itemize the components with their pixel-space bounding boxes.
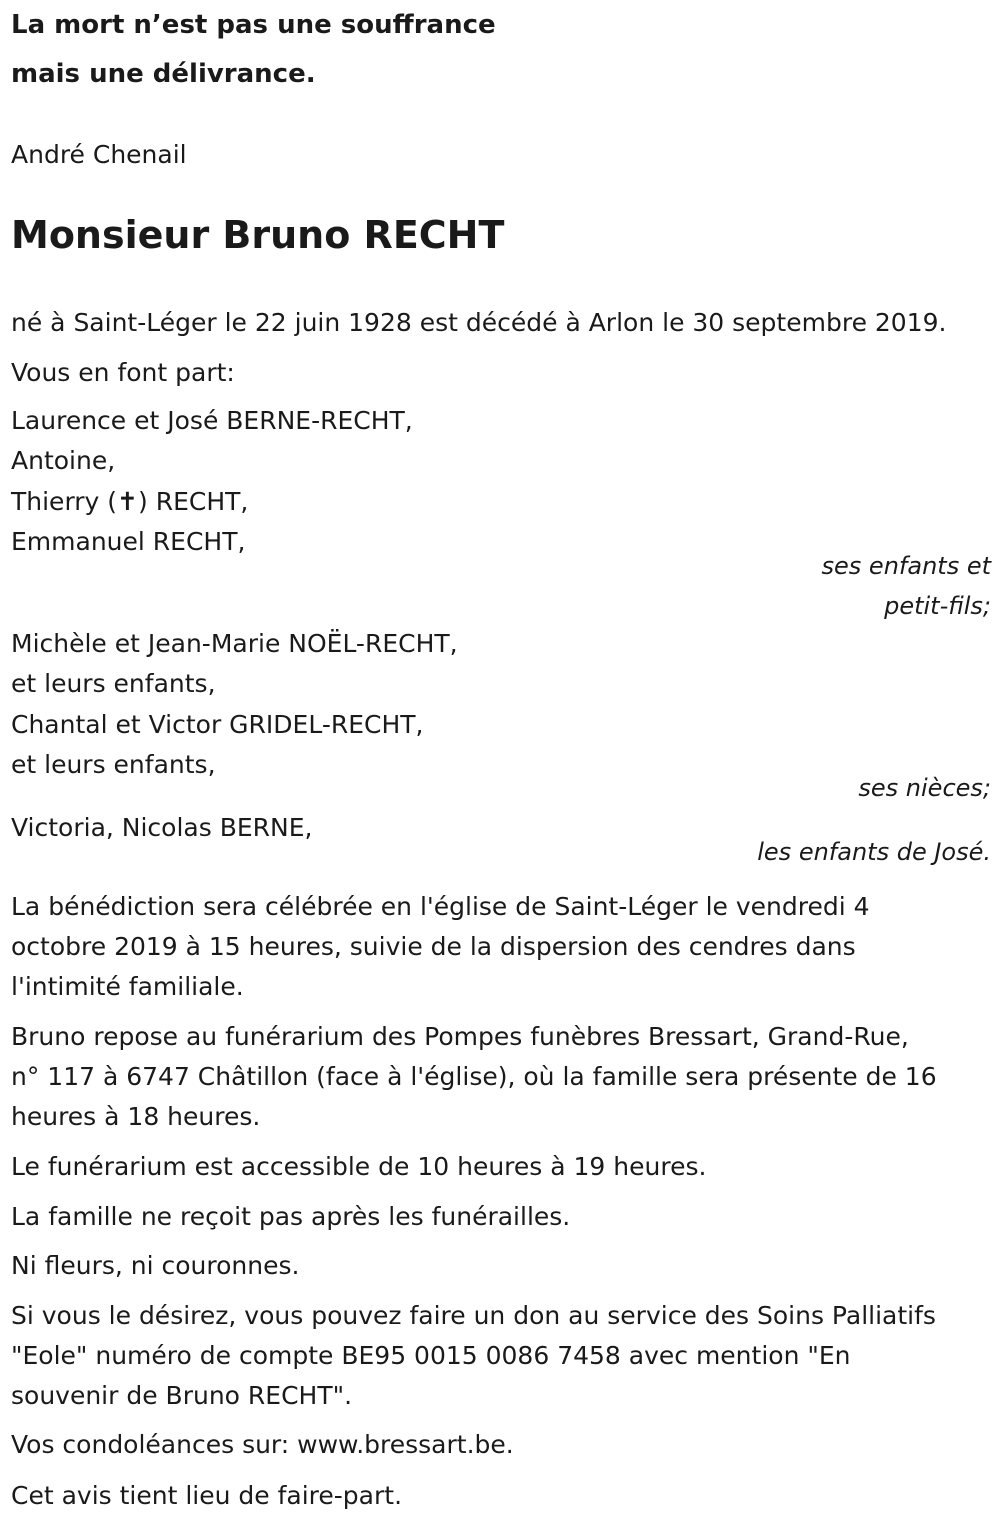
funeral-home-paragraph	[11, 1017, 991, 1137]
epitaph-line-2: mais une délivrance.	[11, 59, 316, 89]
paragraph-line: La bénédiction sera célébrée en l'église de Saint-Léger le vendredi 4	[11, 892, 870, 921]
family-member: Chantal et Victor GRIDEL-RECHT,	[11, 710, 424, 739]
family-member: et leurs enfants,	[11, 750, 216, 779]
relation-label: ses nièces;	[858, 774, 991, 802]
family-member: Michèle et Jean-Marie NOËL-RECHT,	[11, 629, 458, 658]
announcement-intro: Vous en font part:	[11, 358, 235, 387]
epitaph-line-1: La mort n’est pas une souffrance	[11, 10, 496, 40]
paragraph-line: octobre 2019 à 15 heures, suivie de la dispersion des cendres dans	[11, 932, 856, 961]
donation-paragraph	[11, 1296, 991, 1416]
closing-note: Cet avis tient lieu de faire-part.	[11, 1481, 403, 1510]
ceremony-paragraph	[11, 887, 991, 1007]
condolences-note: Vos condoléances sur: www.bressart.be.	[11, 1430, 514, 1459]
paragraph-line: "Eole" numéro de compte BE95 0015 0086 7458 avec mention "En	[11, 1341, 851, 1370]
paragraph-line: n° 117 à 6747 Châtillon (face à l'église), où la famille sera présente de 16	[11, 1062, 937, 1091]
family-member: Victoria, Nicolas BERNE,	[11, 813, 313, 842]
paragraph-line: l'intimité familiale.	[11, 972, 244, 1001]
family-member: Thierry (✝) RECHT,	[11, 487, 249, 516]
paragraph-line: souvenir de Bruno RECHT".	[11, 1381, 353, 1410]
paragraph-line: Bruno repose au funérarium des Pompes funèbres Bressart, Grand-Rue,	[11, 1022, 909, 1051]
relation-label: petit-fils;	[884, 592, 991, 620]
family-member: Antoine,	[11, 446, 116, 475]
paragraph-line: Si vous le désirez, vous pouvez faire un don au service des Soins Palliatifs	[11, 1301, 936, 1330]
reception-note: La famille ne reçoit pas après les funérailles.	[11, 1202, 571, 1231]
family-member: Laurence et José BERNE-RECHT,	[11, 406, 413, 435]
flowers-note: Ni fleurs, ni couronnes.	[11, 1251, 300, 1280]
relation-label: ses enfants et	[821, 552, 991, 580]
funeral-home-hours: Le funérarium est accessible de 10 heures à 19 heures.	[11, 1152, 707, 1181]
family-member: Emmanuel RECHT,	[11, 527, 246, 556]
page-title: Monsieur Bruno RECHT	[11, 213, 505, 257]
birth-death-statement: né à Saint-Léger le 22 juin 1928 est décédé à Arlon le 30 septembre 2019.	[11, 308, 947, 337]
relation-label: les enfants de José.	[757, 838, 991, 866]
epitaph-author: André Chenail	[11, 140, 187, 169]
family-member: et leurs enfants,	[11, 669, 216, 698]
paragraph-line: heures à 18 heures.	[11, 1102, 261, 1131]
